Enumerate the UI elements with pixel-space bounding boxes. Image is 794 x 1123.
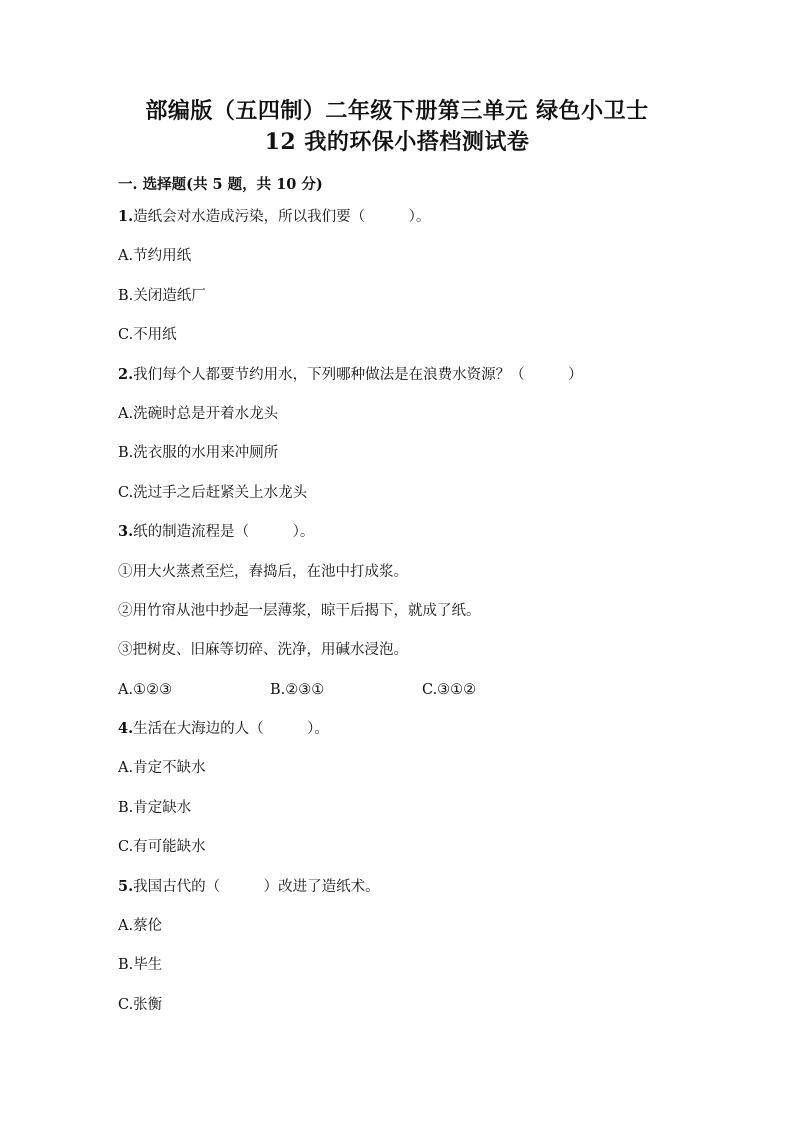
section-heading: 一. 选择题(共 5 题，共 10 分) [118,176,323,193]
option-4b: B.肯定缺水 [118,799,192,816]
option-4c: C.有可能缺水 [118,839,206,856]
question-5 [118,877,694,916]
question-4 [118,719,694,758]
question-2 [118,365,694,404]
option-1a: A.节约用纸 [118,248,192,265]
option-3c: C.③①② [422,681,477,698]
title-line-2: 12 我的环保小搭档测试卷 [264,129,530,155]
step-2: ②用竹帘从池中抄起一层薄浆，晾干后揭下，就成了纸。 [118,602,481,619]
question-number: 5. [118,877,134,895]
option-row-3 [118,680,694,719]
option-5b: B.毕生 [118,957,163,974]
step-3: ③把树皮、旧麻等切碎、洗净，用碱水浸泡。 [118,642,408,659]
option-3a: A.①②③ [118,681,173,698]
option-5a: A.蔡伦 [118,918,163,935]
question-list [118,207,694,1034]
question-stem: 我国古代的（ ）改进了造纸术。 [133,878,380,895]
page-title [100,96,694,158]
step-1: ①用大火蒸煮至烂，舂捣后，在池中打成浆。 [118,563,408,580]
question-stem: 纸的制造流程是（ ）。 [133,524,315,541]
option-3b: B.②③① [270,681,325,698]
question-number: 4. [118,720,134,738]
option-2b: B.洗衣服的水用来冲厕所 [118,445,279,462]
question-1 [118,207,694,246]
question-stem: 生活在大海边的人（ ）。 [133,721,329,738]
option-2a: A.洗碗时总是开着水龙头 [118,405,279,422]
question-number: 1. [118,208,134,225]
option-2c: C.洗过手之后赶紧关上水龙头 [118,484,308,501]
question-stem: 造纸会对水造成污染，所以我们要（ ）。 [133,209,431,225]
option-4a: A.肯定不缺水 [118,760,206,777]
title-line-1: 部编版（五四制）二年级下册第三单元 绿色小卫士 [145,98,649,124]
question-3 [118,522,694,561]
question-stem: 我们每个人都要节约用水，下列哪种做法是在浪费水资源？（ ） [133,366,583,383]
option-1b: B.关闭造纸厂 [118,287,206,304]
option-5c: C.张衡 [118,996,163,1013]
question-number: 3. [118,523,134,541]
option-1c: C.不用纸 [118,327,177,344]
question-number: 2. [118,365,134,383]
